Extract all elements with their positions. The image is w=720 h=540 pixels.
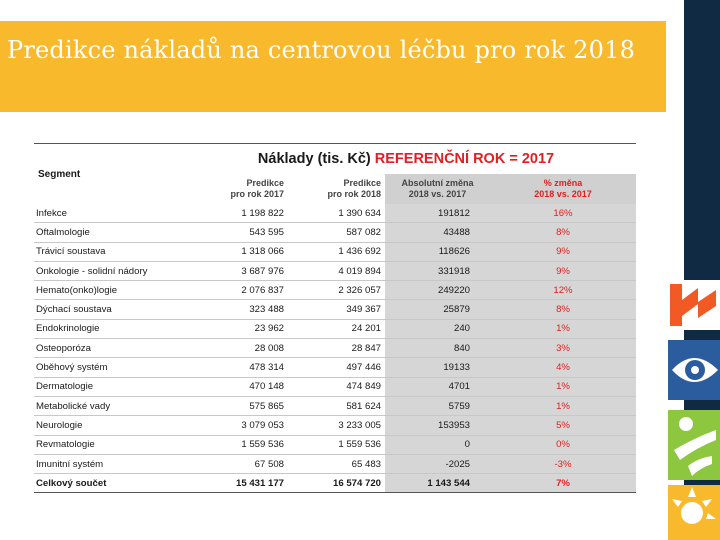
- pred2018-cell: 3 233 005: [288, 416, 385, 435]
- cost-table-container: [34, 143, 636, 493]
- pred2018-cell: 587 082: [288, 223, 385, 242]
- pct-change-cell: 4%: [490, 358, 636, 377]
- segment-header: Segment: [34, 144, 176, 205]
- col-header-pred2018-line2: pro rok 2018: [327, 189, 381, 199]
- table-row: [34, 435, 636, 454]
- pct-change-cell: 8%: [490, 300, 636, 319]
- table-row: [34, 300, 636, 319]
- abs-change-cell: 43488: [385, 223, 490, 242]
- green-figure-icon: [668, 410, 720, 480]
- table-row: [34, 358, 636, 377]
- col-header-pct: [490, 174, 636, 204]
- segment-cell: Dermatologie: [34, 377, 176, 396]
- segment-cell: Dýchací soustava: [34, 300, 176, 319]
- pct-change-cell: 3%: [490, 339, 636, 358]
- pred2017-cell: 323 488: [176, 300, 288, 319]
- main-header-costs: Náklady (tis. Kč): [257, 151, 371, 167]
- pred2017-cell: 1 318 066: [176, 242, 288, 261]
- yellow-sun-icon: [668, 485, 720, 540]
- pct-change-cell: 9%: [490, 242, 636, 261]
- pred2018-cell: 1 559 536: [288, 435, 385, 454]
- segment-cell: Infekce: [34, 204, 176, 223]
- segment-cell: Imunitní systém: [34, 454, 176, 473]
- table-main-header: [176, 144, 636, 175]
- pct-change-cell: 1%: [490, 377, 636, 396]
- pred2017-cell: 23 962: [176, 319, 288, 338]
- pred2017-cell: 3 079 053: [176, 416, 288, 435]
- pct-change-cell: 0%: [490, 435, 636, 454]
- col-header-abs: [385, 174, 490, 204]
- total-p2017: 15 431 177: [176, 474, 288, 493]
- pct-change-cell: -3%: [490, 454, 636, 473]
- total-pct: 7%: [490, 474, 636, 493]
- pred2017-cell: 1 559 536: [176, 435, 288, 454]
- table-body: [34, 204, 636, 474]
- abs-change-cell: 331918: [385, 261, 490, 280]
- pred2018-cell: 349 367: [288, 300, 385, 319]
- abs-change-cell: 249220: [385, 281, 490, 300]
- pred2017-cell: 67 508: [176, 454, 288, 473]
- pct-change-cell: 1%: [490, 319, 636, 338]
- pct-change-cell: 1%: [490, 396, 636, 415]
- pred2017-cell: 478 314: [176, 358, 288, 377]
- table-row: [34, 377, 636, 396]
- orange-zigzag-icon: [668, 280, 720, 330]
- abs-change-cell: 240: [385, 319, 490, 338]
- pred2017-cell: 543 595: [176, 223, 288, 242]
- pred2017-cell: 1 198 822: [176, 204, 288, 223]
- pred2018-cell: 24 201: [288, 319, 385, 338]
- pred2018-cell: 4 019 894: [288, 261, 385, 280]
- table-row: [34, 261, 636, 280]
- table-row: [34, 242, 636, 261]
- abs-change-cell: 0: [385, 435, 490, 454]
- blue-eye-icon: [668, 340, 720, 400]
- pred2018-cell: 65 483: [288, 454, 385, 473]
- col-header-pct-line1: % změna: [543, 178, 583, 188]
- pred2018-cell: 28 847: [288, 339, 385, 358]
- pred2017-cell: 575 865: [176, 396, 288, 415]
- col-header-pct-line2: 2018 vs. 2017: [534, 189, 592, 199]
- table-row: [34, 416, 636, 435]
- total-segment: Celkový součet: [34, 474, 176, 493]
- table-row: [34, 281, 636, 300]
- col-header-pred2018-line1: Predikce: [343, 178, 381, 188]
- pred2018-cell: 474 849: [288, 377, 385, 396]
- table-row: [34, 396, 636, 415]
- segment-cell: Osteoporóza: [34, 339, 176, 358]
- pred2017-cell: 3 687 976: [176, 261, 288, 280]
- abs-change-cell: 25879: [385, 300, 490, 319]
- abs-change-cell: 118626: [385, 242, 490, 261]
- segment-cell: Metabolické vady: [34, 396, 176, 415]
- pct-change-cell: 16%: [490, 204, 636, 223]
- main-header-reference-year: REFERENČNÍ ROK = 2017: [374, 151, 555, 167]
- pct-change-cell: 12%: [490, 281, 636, 300]
- segment-cell: Endokrinologie: [34, 319, 176, 338]
- pred2018-cell: 1 390 634: [288, 204, 385, 223]
- abs-change-cell: 840: [385, 339, 490, 358]
- col-header-pred2018: [288, 174, 385, 204]
- total-p2018: 16 574 720: [288, 474, 385, 493]
- segment-cell: Neurologie: [34, 416, 176, 435]
- segment-cell: Hemato(onko)logie: [34, 281, 176, 300]
- col-header-pred2017-line2: pro rok 2017: [230, 189, 284, 199]
- table-total-row: [34, 474, 636, 493]
- table-row: [34, 204, 636, 223]
- segment-cell: Oftalmologie: [34, 223, 176, 242]
- abs-change-cell: 153953: [385, 416, 490, 435]
- cost-table: [34, 143, 636, 493]
- abs-change-cell: 19133: [385, 358, 490, 377]
- segment-cell: Revmatologie: [34, 435, 176, 454]
- col-header-abs-line2: 2018 vs. 2017: [408, 189, 467, 199]
- abs-change-cell: -2025: [385, 454, 490, 473]
- segment-cell: Onkologie - solidní nádory: [34, 261, 176, 280]
- pred2018-cell: 2 326 057: [288, 281, 385, 300]
- abs-change-cell: 191812: [385, 204, 490, 223]
- col-header-pred2017: [176, 174, 288, 204]
- pct-change-cell: 5%: [490, 416, 636, 435]
- pred2017-cell: 2 076 837: [176, 281, 288, 300]
- table-row: [34, 223, 636, 242]
- abs-change-cell: 5759: [385, 396, 490, 415]
- pred2018-cell: 1 436 692: [288, 242, 385, 261]
- col-header-abs-line1: Absolutní změna: [401, 178, 474, 188]
- title-bar: [0, 21, 666, 112]
- pct-change-cell: 8%: [490, 223, 636, 242]
- pred2017-cell: 470 148: [176, 377, 288, 396]
- table-row: [34, 339, 636, 358]
- total-abs: 1 143 544: [385, 474, 490, 493]
- segment-cell: Trávicí soustava: [34, 242, 176, 261]
- abs-change-cell: 4701: [385, 377, 490, 396]
- pred2018-cell: 497 446: [288, 358, 385, 377]
- page-title: Predikce nákladů na centrovou léčbu pro rok 2018: [7, 36, 636, 64]
- table-row: [34, 454, 636, 473]
- pred2017-cell: 28 008: [176, 339, 288, 358]
- pred2018-cell: 581 624: [288, 396, 385, 415]
- segment-cell: Oběhový systém: [34, 358, 176, 377]
- pct-change-cell: 9%: [490, 261, 636, 280]
- table-row: [34, 319, 636, 338]
- col-header-pred2017-line1: Predikce: [246, 178, 284, 188]
